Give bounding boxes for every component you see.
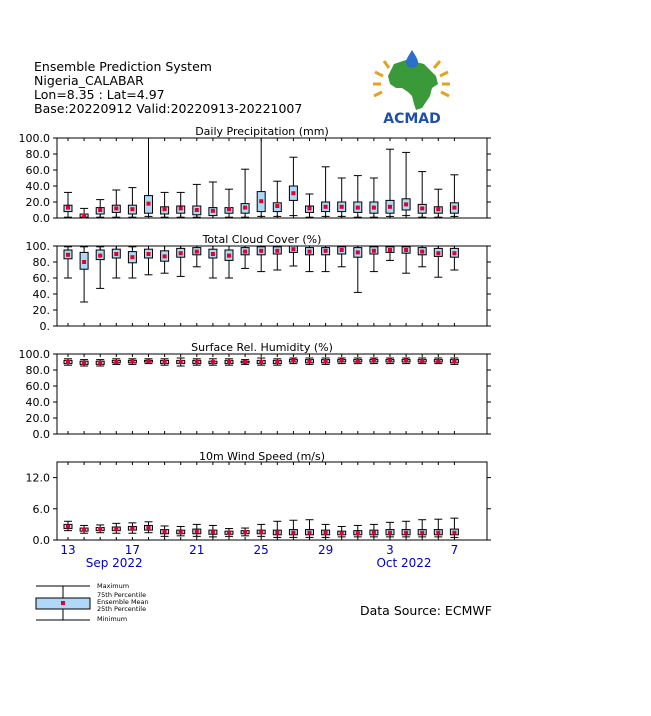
mean-marker (179, 360, 183, 364)
y-tick-label: 20.0 (25, 196, 50, 209)
mean-marker (291, 358, 295, 362)
legend-label-mean: Ensemble Mean (97, 598, 149, 606)
mean-marker (211, 209, 215, 213)
x-month-label: Oct 2022 (376, 556, 432, 570)
mean-marker (243, 206, 247, 210)
y-tick-label: 40.0 (25, 396, 50, 409)
legend-mean-marker (61, 601, 65, 605)
mean-marker (259, 199, 263, 203)
mean-marker (436, 531, 440, 535)
mean-marker (114, 360, 118, 364)
mean-marker (452, 251, 456, 255)
legend-label-p75: 75th Percentile (97, 591, 147, 599)
mean-marker (291, 531, 295, 535)
mean-marker (420, 206, 424, 210)
y-tick-label: 0. (39, 320, 50, 333)
legend-label-minimum: Minimum (97, 615, 128, 623)
y-tick-label: 0.0 (32, 534, 50, 547)
mean-marker (291, 191, 295, 195)
mean-marker (195, 360, 199, 364)
mean-marker (114, 252, 118, 256)
mean-marker (98, 254, 102, 258)
mean-marker (452, 206, 456, 210)
mean-marker (404, 531, 408, 535)
mean-marker (163, 530, 167, 534)
mean-marker (388, 358, 392, 362)
logo-text: ACMAD (383, 111, 441, 126)
mean-marker (324, 205, 328, 209)
x-tick-label: 17 (124, 543, 141, 557)
mean-marker (163, 254, 167, 258)
mean-marker (243, 250, 247, 254)
mean-marker (436, 251, 440, 255)
x-tick-label: 3 (386, 543, 394, 557)
mean-marker (130, 527, 134, 531)
y-tick-label: 100.0 (18, 132, 50, 145)
panel-title: 10m Wind Speed (m/s) (198, 450, 326, 463)
x-tick-label: 29 (317, 543, 334, 557)
mean-marker (179, 530, 183, 534)
mean-marker (340, 205, 344, 209)
mean-marker (275, 360, 279, 364)
mean-marker (324, 531, 328, 535)
mean-marker (66, 206, 70, 210)
mean-marker (259, 530, 263, 534)
mean-marker (227, 207, 231, 211)
y-tick-label: 12.0 (25, 471, 50, 485)
y-tick-label: 80.0 (25, 364, 50, 377)
mean-marker (324, 249, 328, 253)
header-station: Nigeria_CALABAR (34, 73, 144, 88)
mean-marker (82, 214, 86, 218)
mean-marker (372, 249, 376, 253)
mean-marker (66, 524, 70, 528)
mean-marker (98, 527, 102, 531)
mean-marker (291, 247, 295, 251)
mean-marker (308, 531, 312, 535)
panel-frame (57, 354, 487, 434)
mean-marker (179, 251, 183, 255)
mean-marker (243, 530, 247, 534)
y-tick-label: 60. (32, 272, 50, 285)
mean-marker (195, 530, 199, 534)
y-tick-label: 0.0 (32, 428, 50, 441)
mean-marker (372, 358, 376, 362)
mean-marker (404, 202, 408, 206)
mean-marker (130, 359, 134, 363)
y-tick-label: 60.0 (25, 380, 50, 393)
y-tick-label: 6.0 (32, 502, 50, 516)
mean-marker (163, 207, 167, 211)
mean-marker (211, 530, 215, 534)
mean-marker (372, 206, 376, 210)
y-tick-label: 0.0 (32, 212, 50, 225)
mean-marker (82, 528, 86, 532)
mean-marker (404, 248, 408, 252)
x-tick-label: 21 (189, 543, 205, 557)
y-tick-label: 40. (32, 288, 50, 301)
mean-marker (420, 250, 424, 254)
x-tick-label: 13 (60, 543, 76, 557)
panel-title: Total Cloud Cover (%) (202, 233, 322, 246)
mean-marker (259, 249, 263, 253)
mean-marker (147, 202, 151, 206)
mean-marker (436, 207, 440, 211)
mean-marker (420, 359, 424, 363)
y-tick-label: 80.0 (25, 148, 50, 161)
legend-label-maximum: Maximum (97, 582, 130, 590)
mean-marker (179, 206, 183, 210)
mean-marker (211, 360, 215, 364)
mean-marker (356, 206, 360, 210)
y-tick-label: 20.0 (25, 412, 50, 425)
mean-marker (243, 360, 247, 364)
mean-marker (452, 531, 456, 535)
mean-marker (114, 206, 118, 210)
mean-marker (98, 208, 102, 212)
header-title: Ensemble Prediction System (34, 59, 212, 74)
mean-marker (259, 360, 263, 364)
mean-marker (324, 359, 328, 363)
mean-marker (356, 531, 360, 535)
mean-marker (308, 359, 312, 363)
mean-marker (227, 254, 231, 258)
mean-marker (340, 358, 344, 362)
y-tick-label: 80. (32, 256, 50, 269)
mean-marker (452, 359, 456, 363)
mean-marker (130, 255, 134, 259)
mean-marker (340, 248, 344, 252)
x-month-label: Sep 2022 (85, 556, 143, 570)
mean-marker (114, 527, 118, 531)
mean-marker (82, 361, 86, 365)
mean-marker (436, 359, 440, 363)
mean-marker (340, 531, 344, 535)
mean-marker (275, 249, 279, 253)
y-tick-label: 60.0 (25, 164, 50, 177)
header-dates: Base:20220912 Valid:20220913-20221007 (34, 101, 303, 116)
mean-marker (130, 207, 134, 211)
mean-marker (163, 360, 167, 364)
y-tick-label: 40.0 (25, 180, 50, 193)
mean-marker (308, 206, 312, 210)
panel-title: Daily Precipitation (mm) (195, 125, 329, 138)
mean-marker (66, 360, 70, 364)
mean-marker (420, 531, 424, 535)
panel-title: Surface Rel. Humidity (%) (191, 341, 333, 354)
mean-marker (275, 204, 279, 208)
y-tick-label: 100.0 (18, 348, 50, 361)
mean-marker (356, 359, 360, 363)
x-tick-label: 7 (450, 543, 459, 557)
mean-marker (195, 208, 199, 212)
y-tick-label: 20. (32, 304, 50, 317)
mean-marker (388, 531, 392, 535)
x-tick-label: 25 (253, 543, 269, 557)
mean-marker (356, 250, 360, 254)
mean-marker (227, 531, 231, 535)
mean-marker (275, 531, 279, 535)
mean-marker (372, 531, 376, 535)
legend-label-p25: 25th Percentile (97, 605, 147, 613)
mean-marker (66, 253, 70, 257)
mean-marker (404, 358, 408, 362)
header-coordinates: Lon=8.35 : Lat=4.97 (34, 87, 165, 102)
mean-marker (308, 250, 312, 254)
mean-marker (227, 360, 231, 364)
mean-marker (147, 359, 151, 363)
mean-marker (388, 205, 392, 209)
mean-marker (147, 526, 151, 530)
mean-marker (388, 248, 392, 252)
mean-marker (211, 252, 215, 256)
mean-marker (82, 260, 86, 264)
mean-marker (98, 361, 102, 365)
mean-marker (195, 250, 199, 254)
y-tick-label: 100. (25, 240, 50, 253)
mean-marker (147, 252, 151, 256)
data-source: Data Source: ECMWF (360, 603, 492, 618)
